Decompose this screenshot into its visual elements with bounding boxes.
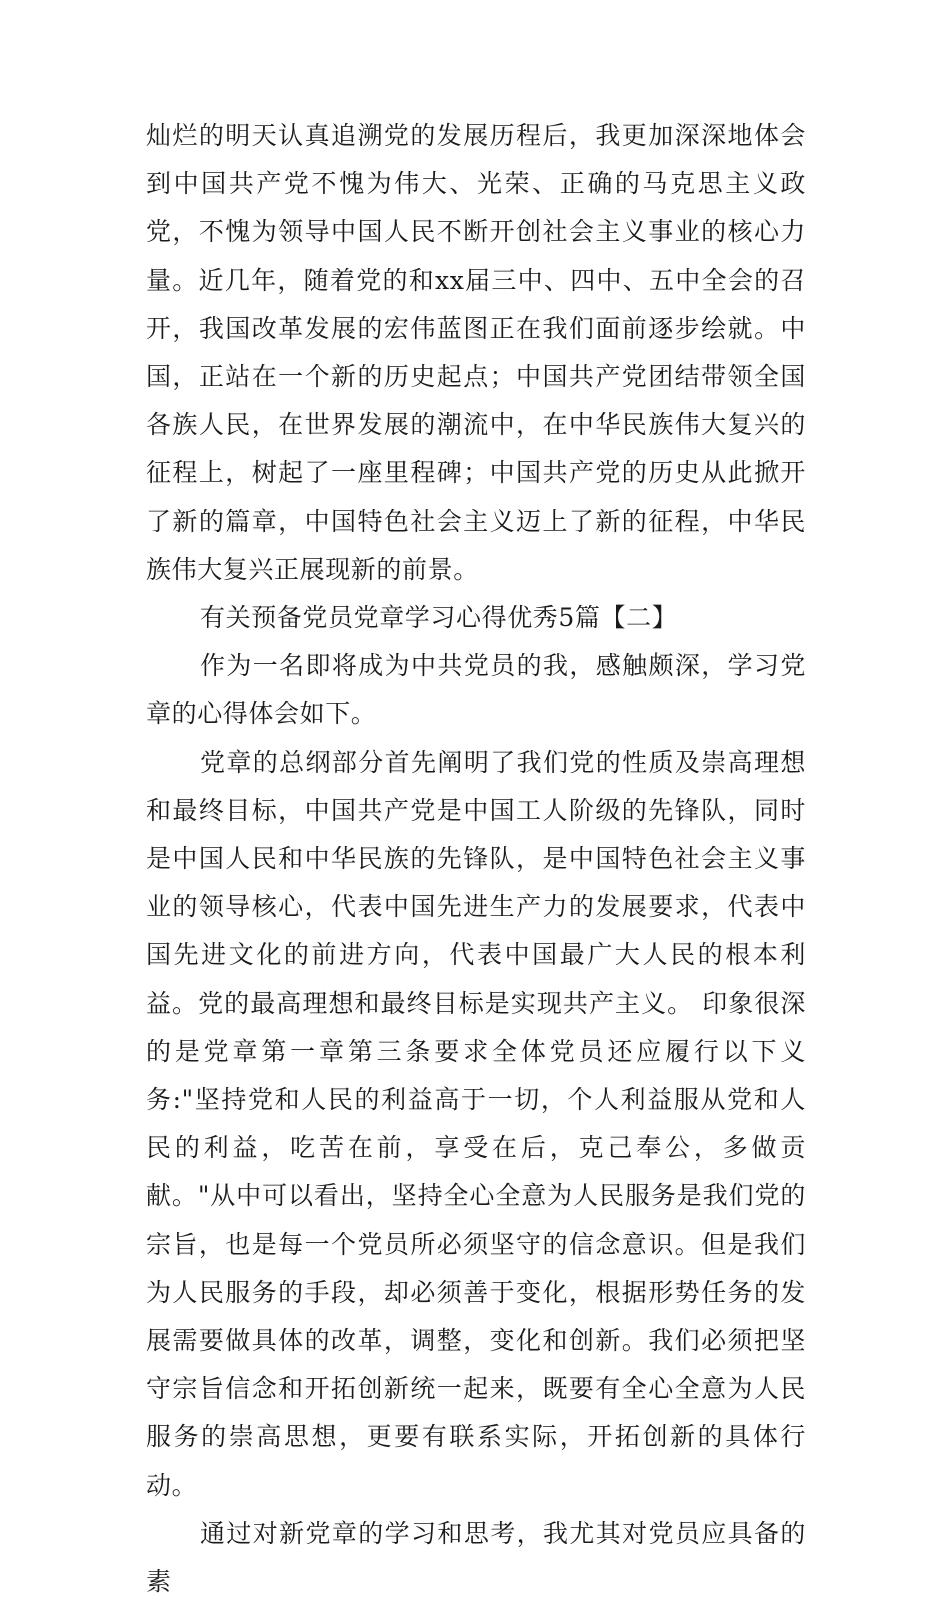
paragraph-1: 灿烂的明天认真追溯党的发展历程后，我更加深深地体会到中国共产党不愧为伟大、光荣、正确的马克思主义政党，不愧为领导中国人民不断开创社会主义事业的核心力量。近几年，随着党的和xx届三中、四中、五中全会的召开，我国改革发展的宏伟蓝图正在我们面前逐步绘就。中国，正站在一个新的历史起点；中国共产党团结带领全国各族人民，在世界发展的潮流中，在中华民族伟大复兴的征程上，树起了一座里程碑；中国共产党的历史从此掀开了新的篇章，中国特色社会主义迈上了新的征程，中华民族伟大复兴正展现新的前景。 (146, 121, 806, 584)
paragraph-4: 通过对新党章的学习和思考，我尤其对党员应具备的素 (146, 1518, 806, 1597)
paragraph-2: 作为一名即将成为中共党员的我，感触颇深，学习党章的心得体会如下。 (146, 651, 806, 729)
section-heading: 有关预备党员党章学习心得优秀5篇【二】 (200, 603, 678, 633)
document-body (146, 112, 806, 1606)
paragraph-3: 党章的总纲部分首先阐明了我们党的性质及崇高理想和最终目标，中国共产党是中国工人阶级的先锋队，同时是中国人民和中华民族的先锋队，是中国特色社会主义事业的领导核心，代表中国先进生产力的发展要求，代表中国先进文化的前进方向，代表中国最广大人民的根本利益。党的最高理想和最终目标是实现共产主义。 印象很深的是党章第一章第三条要求全体党员还应履行以下义务:"坚持党和人民的利益高于一切，个人利益服从党和人民的利益，吃苦在前，享受在后，克己奉公，多做贡献。"从中可以看出，坚持全心全意为人民服务是我们党的宗旨，也是每一个党员所必须坚守的信念意识。但是我们为人民服务的手段，却必须善于变化，根据形势任务的发展需要做具体的改革，调整，变化和创新。我们必须把坚守宗旨信念和开拓创新统一起来，既要有全心全意为人民服务的崇高思想，更要有联系实际，开拓创新的具体行动。 (146, 747, 806, 1500)
